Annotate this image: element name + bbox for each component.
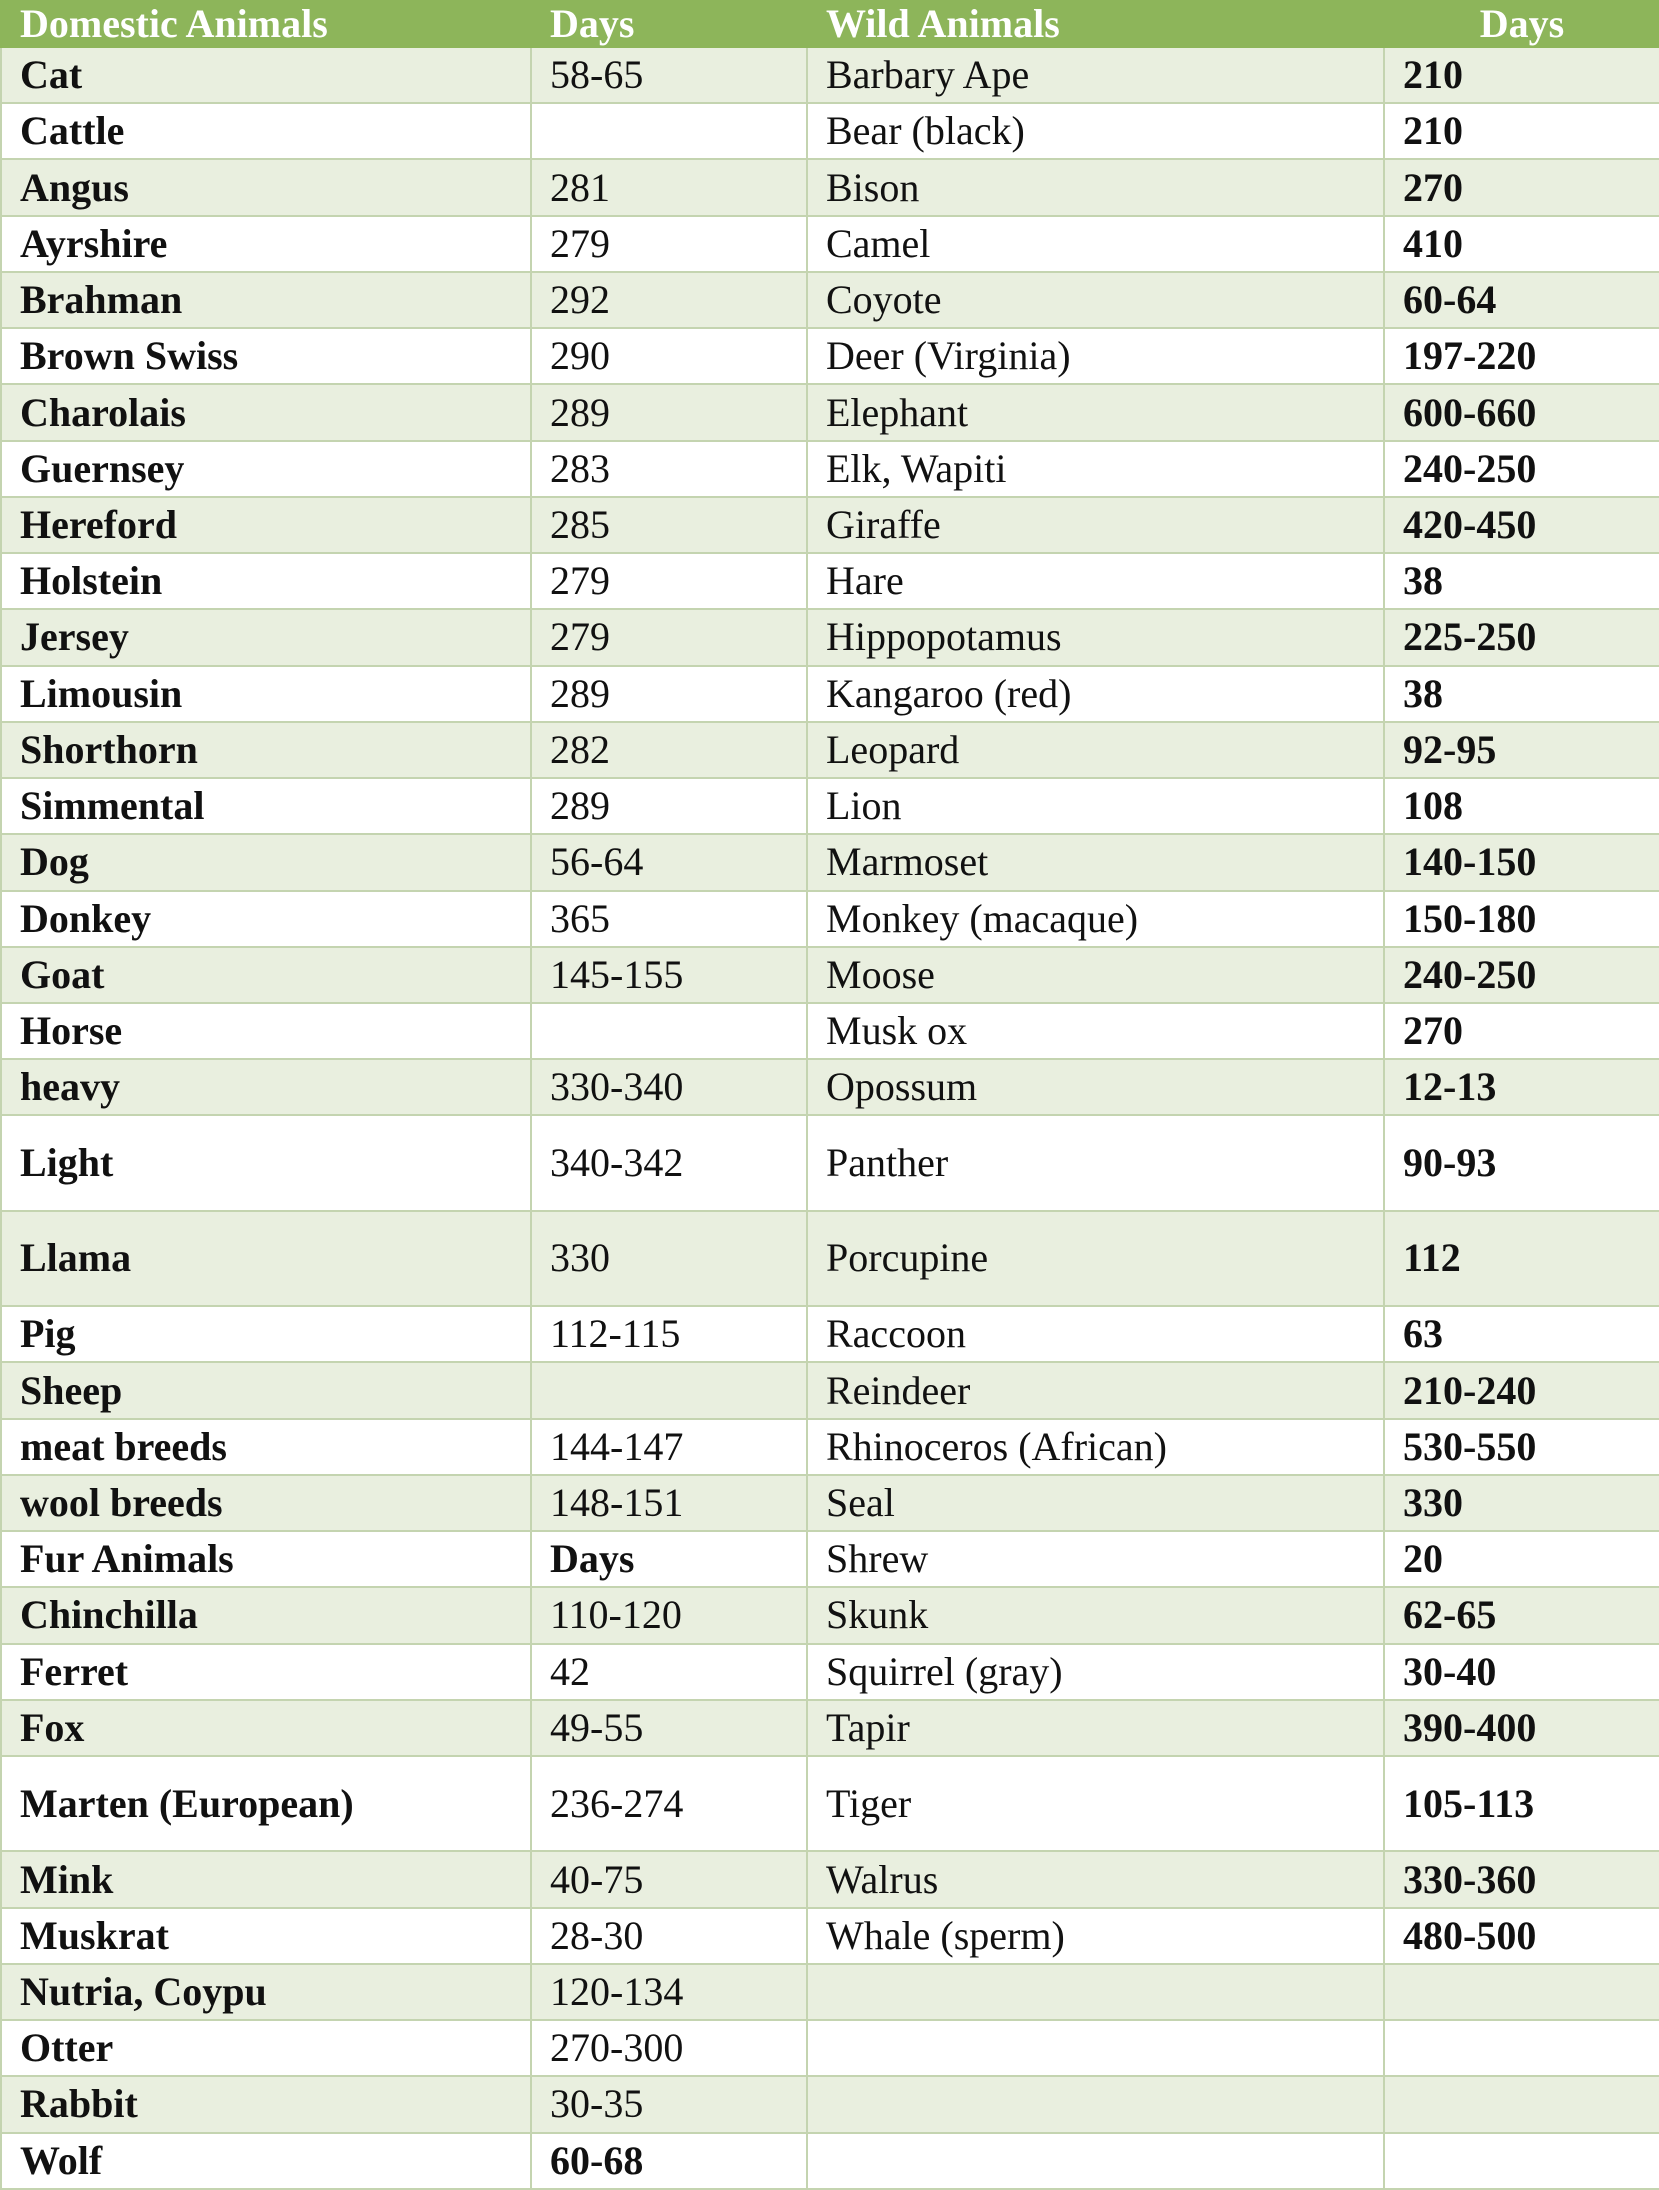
wild-animal-cell <box>807 1964 1384 2020</box>
domestic-days-cell: 148-151 <box>531 1475 807 1531</box>
table-row <box>1 216 1659 272</box>
table-row <box>1 1908 1659 1964</box>
wild-days-cell: 410 <box>1384 216 1659 272</box>
table-row <box>1 553 1659 609</box>
wild-animal-cell <box>807 2020 1384 2076</box>
table-row <box>1 159 1659 215</box>
domestic-days-cell: 144-147 <box>531 1419 807 1475</box>
wild-days-cell: 140-150 <box>1384 834 1659 890</box>
wild-days-cell: 270 <box>1384 1003 1659 1059</box>
domestic-animal-cell: Cattle <box>1 103 531 159</box>
wild-days-cell: 150-180 <box>1384 891 1659 947</box>
wild-animal-cell: Walrus <box>807 1851 1384 1907</box>
table-row <box>1 47 1659 103</box>
domestic-animal-cell: Dog <box>1 834 531 890</box>
table-row <box>1 497 1659 553</box>
wild-animal-cell: Reindeer <box>807 1362 1384 1418</box>
domestic-days-cell: 330-340 <box>531 1059 807 1115</box>
domestic-animal-cell: Rabbit <box>1 2076 531 2132</box>
table-row <box>1 1419 1659 1475</box>
domestic-days-cell: 285 <box>531 497 807 553</box>
table-row <box>1 1964 1659 2020</box>
domestic-animal-cell: Fox <box>1 1700 531 1756</box>
table-row <box>1 2076 1659 2132</box>
wild-days-cell: 197-220 <box>1384 328 1659 384</box>
domestic-days-cell: 340-342 <box>531 1115 807 1210</box>
table-row <box>1 666 1659 722</box>
domestic-animal-cell: Cat <box>1 47 531 103</box>
wild-days-cell: 92-95 <box>1384 722 1659 778</box>
domestic-days-cell: 281 <box>531 159 807 215</box>
domestic-animal-cell: Ayrshire <box>1 216 531 272</box>
table-row <box>1 1003 1659 1059</box>
wild-animal-cell: Raccoon <box>807 1306 1384 1362</box>
domestic-animal-cell: Goat <box>1 947 531 1003</box>
wild-animal-cell: Tapir <box>807 1700 1384 1756</box>
domestic-animal-cell: Marten (European) <box>1 1756 531 1851</box>
domestic-days-cell: 110-120 <box>531 1587 807 1643</box>
wild-animal-cell: Panther <box>807 1115 1384 1210</box>
wild-days-cell: 210 <box>1384 47 1659 103</box>
wild-animal-cell: Shrew <box>807 1531 1384 1587</box>
domestic-days-cell: 60-68 <box>531 2133 807 2189</box>
wild-days-cell: 38 <box>1384 666 1659 722</box>
domestic-days-cell: 279 <box>531 553 807 609</box>
wild-animal-cell: Opossum <box>807 1059 1384 1115</box>
domestic-days-cell: 28-30 <box>531 1908 807 1964</box>
wild-animal-cell: Bear (black) <box>807 103 1384 159</box>
domestic-animal-cell: Charolais <box>1 384 531 440</box>
domestic-days-cell: 290 <box>531 328 807 384</box>
wild-days-cell: 30-40 <box>1384 1644 1659 1700</box>
wild-animal-cell: Elephant <box>807 384 1384 440</box>
domestic-animal-cell: Jersey <box>1 609 531 665</box>
domestic-days-cell: 112-115 <box>531 1306 807 1362</box>
domestic-days-cell: 365 <box>531 891 807 947</box>
domestic-days-cell: 30-35 <box>531 2076 807 2132</box>
domestic-animal-cell: Holstein <box>1 553 531 609</box>
domestic-animal-cell: Horse <box>1 1003 531 1059</box>
domestic-animal-cell: Angus <box>1 159 531 215</box>
wild-animal-cell: Moose <box>807 947 1384 1003</box>
wild-days-cell: 225-250 <box>1384 609 1659 665</box>
table-row <box>1 1475 1659 1531</box>
table-row <box>1 2020 1659 2076</box>
wild-animal-cell: Kangaroo (red) <box>807 666 1384 722</box>
table-row <box>1 272 1659 328</box>
wild-days-cell: 108 <box>1384 778 1659 834</box>
domestic-animal-cell: Llama <box>1 1211 531 1306</box>
wild-animal-cell: Hippopotamus <box>807 609 1384 665</box>
wild-animal-cell <box>807 2133 1384 2189</box>
domestic-animal-cell: Fur Animals <box>1 1531 531 1587</box>
wild-days-cell: 270 <box>1384 159 1659 215</box>
domestic-days-cell: 120-134 <box>531 1964 807 2020</box>
wild-days-cell: 420-450 <box>1384 497 1659 553</box>
wild-animal-cell: Squirrel (gray) <box>807 1644 1384 1700</box>
domestic-animal-cell: Nutria, Coypu <box>1 1964 531 2020</box>
wild-animal-cell: Barbary Ape <box>807 47 1384 103</box>
domestic-days-cell: 279 <box>531 609 807 665</box>
wild-animal-cell: Leopard <box>807 722 1384 778</box>
wild-animal-cell: Monkey (macaque) <box>807 891 1384 947</box>
wild-days-cell: 112 <box>1384 1211 1659 1306</box>
domestic-days-cell: 56-64 <box>531 834 807 890</box>
wild-days-cell: 210 <box>1384 103 1659 159</box>
table-row <box>1 1115 1659 1210</box>
wild-days-cell: 330-360 <box>1384 1851 1659 1907</box>
wild-animal-cell: Whale (sperm) <box>807 1908 1384 1964</box>
domestic-days-cell <box>531 103 807 159</box>
table-row <box>1 384 1659 440</box>
domestic-animal-cell: Donkey <box>1 891 531 947</box>
domestic-days-cell: 330 <box>531 1211 807 1306</box>
wild-animal-cell: Bison <box>807 159 1384 215</box>
domestic-animal-cell: Mink <box>1 1851 531 1907</box>
wild-days-cell: 62-65 <box>1384 1587 1659 1643</box>
domestic-animal-cell: Brown Swiss <box>1 328 531 384</box>
wild-animal-cell: Deer (Virginia) <box>807 328 1384 384</box>
wild-animal-cell: Marmoset <box>807 834 1384 890</box>
table-row <box>1 1211 1659 1306</box>
domestic-animal-cell: Brahman <box>1 272 531 328</box>
wild-animal-cell: Musk ox <box>807 1003 1384 1059</box>
wild-animal-cell: Hare <box>807 553 1384 609</box>
domestic-animal-cell: Shorthorn <box>1 722 531 778</box>
domestic-animal-cell: meat breeds <box>1 1419 531 1475</box>
domestic-animal-cell: Simmental <box>1 778 531 834</box>
header-wild-days: Days <box>1384 1 1659 47</box>
wild-days-cell: 480-500 <box>1384 1908 1659 1964</box>
wild-animal-cell: Camel <box>807 216 1384 272</box>
wild-days-cell <box>1384 1964 1659 2020</box>
domestic-days-cell: 283 <box>531 441 807 497</box>
domestic-days-cell: Days <box>531 1531 807 1587</box>
table-row <box>1 1644 1659 1700</box>
table-row <box>1 1587 1659 1643</box>
domestic-animal-cell: Ferret <box>1 1644 531 1700</box>
wild-days-cell <box>1384 2133 1659 2189</box>
wild-animal-cell <box>807 2076 1384 2132</box>
wild-animal-cell: Porcupine <box>807 1211 1384 1306</box>
header-wild-animals: Wild Animals <box>807 1 1384 47</box>
table-row <box>1 1306 1659 1362</box>
domestic-days-cell: 289 <box>531 778 807 834</box>
table-row <box>1 441 1659 497</box>
domestic-animal-cell: Muskrat <box>1 1908 531 1964</box>
domestic-animal-cell: Otter <box>1 2020 531 2076</box>
domestic-days-cell: 145-155 <box>531 947 807 1003</box>
table-row <box>1 1362 1659 1418</box>
table-body <box>1 47 1659 2189</box>
wild-animal-cell: Rhinoceros (African) <box>807 1419 1384 1475</box>
table-row <box>1 328 1659 384</box>
domestic-animal-cell: Limousin <box>1 666 531 722</box>
wild-animal-cell: Coyote <box>807 272 1384 328</box>
domestic-days-cell: 236-274 <box>531 1756 807 1851</box>
wild-days-cell: 90-93 <box>1384 1115 1659 1210</box>
table-row <box>1 1851 1659 1907</box>
wild-days-cell: 12-13 <box>1384 1059 1659 1115</box>
table-row <box>1 834 1659 890</box>
wild-days-cell: 390-400 <box>1384 1700 1659 1756</box>
table-row <box>1 1059 1659 1115</box>
wild-animal-cell: Giraffe <box>807 497 1384 553</box>
domestic-days-cell: 270-300 <box>531 2020 807 2076</box>
domestic-days-cell: 49-55 <box>531 1700 807 1756</box>
header-domestic-days: Days <box>531 1 807 47</box>
domestic-days-cell: 282 <box>531 722 807 778</box>
domestic-days-cell: 40-75 <box>531 1851 807 1907</box>
table-row <box>1 1756 1659 1851</box>
table-row <box>1 891 1659 947</box>
table-row <box>1 1700 1659 1756</box>
domestic-animal-cell: Wolf <box>1 2133 531 2189</box>
wild-days-cell: 210-240 <box>1384 1362 1659 1418</box>
domestic-days-cell <box>531 1362 807 1418</box>
wild-days-cell: 20 <box>1384 1531 1659 1587</box>
wild-animal-cell: Lion <box>807 778 1384 834</box>
wild-animal-cell: Tiger <box>807 1756 1384 1851</box>
domestic-animal-cell: Light <box>1 1115 531 1210</box>
domestic-days-cell: 289 <box>531 384 807 440</box>
wild-days-cell: 60-64 <box>1384 272 1659 328</box>
domestic-animal-cell: wool breeds <box>1 1475 531 1531</box>
domestic-days-cell: 58-65 <box>531 47 807 103</box>
domestic-days-cell: 279 <box>531 216 807 272</box>
domestic-days-cell <box>531 1003 807 1059</box>
domestic-animal-cell: Sheep <box>1 1362 531 1418</box>
header-row <box>1 1 1659 47</box>
domestic-animal-cell: heavy <box>1 1059 531 1115</box>
wild-days-cell: 63 <box>1384 1306 1659 1362</box>
wild-days-cell: 600-660 <box>1384 384 1659 440</box>
wild-days-cell <box>1384 2020 1659 2076</box>
table-row <box>1 1531 1659 1587</box>
table-row <box>1 103 1659 159</box>
wild-days-cell: 38 <box>1384 553 1659 609</box>
wild-days-cell <box>1384 2076 1659 2132</box>
table-row <box>1 778 1659 834</box>
table-row <box>1 722 1659 778</box>
table-row <box>1 2133 1659 2189</box>
wild-days-cell: 240-250 <box>1384 947 1659 1003</box>
wild-days-cell: 330 <box>1384 1475 1659 1531</box>
domestic-animal-cell: Guernsey <box>1 441 531 497</box>
domestic-days-cell: 42 <box>531 1644 807 1700</box>
wild-animal-cell: Elk, Wapiti <box>807 441 1384 497</box>
domestic-animal-cell: Pig <box>1 1306 531 1362</box>
table-row <box>1 609 1659 665</box>
wild-animal-cell: Seal <box>807 1475 1384 1531</box>
domestic-animal-cell: Chinchilla <box>1 1587 531 1643</box>
wild-days-cell: 105-113 <box>1384 1756 1659 1851</box>
domestic-animal-cell: Hereford <box>1 497 531 553</box>
wild-days-cell: 530-550 <box>1384 1419 1659 1475</box>
table-row <box>1 947 1659 1003</box>
header-domestic-animals: Domestic Animals <box>1 1 531 47</box>
domestic-days-cell: 292 <box>531 272 807 328</box>
wild-days-cell: 240-250 <box>1384 441 1659 497</box>
wild-animal-cell: Skunk <box>807 1587 1384 1643</box>
domestic-days-cell: 289 <box>531 666 807 722</box>
